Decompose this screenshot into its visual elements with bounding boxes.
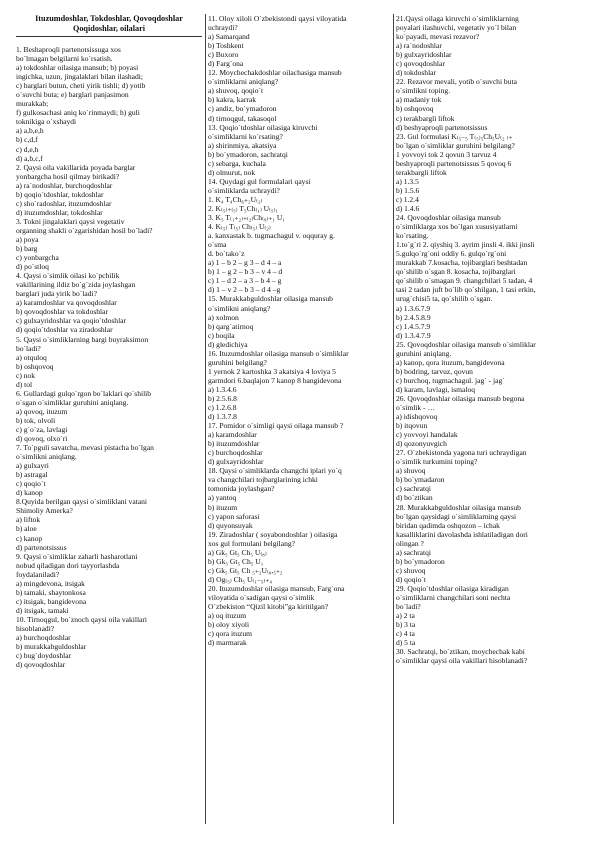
- document-title: [16, 14, 202, 37]
- text-line: 18. Qaysi o`simliklarda changchi iplari yo`q: [208, 466, 342, 476]
- text-line: c) yovvoyi handalak: [396, 430, 458, 440]
- text-line: c) 1 – d 2 – a 3 – b 4 – g: [208, 276, 282, 286]
- text-line: b) oshqovoq: [396, 104, 434, 114]
- column-2: [208, 14, 390, 824]
- text-line: c) sebarga, kuchala: [208, 158, 266, 168]
- text-line: d) tirnoqgul, takasoqol: [208, 113, 277, 123]
- text-line: c) yonbargcha: [16, 253, 59, 263]
- text-line: 29. Qoqio`tdoshlar oilasiga kiradigan: [396, 583, 509, 593]
- text-line: a) yantoq: [208, 493, 237, 503]
- text-line: d) gulxayridoshlar: [208, 457, 264, 467]
- text-line: d) kanop: [16, 488, 43, 498]
- text-line: d) bo`ztikan: [396, 493, 433, 503]
- text-line: 1. Beshaproqli partenotsissuga xos: [16, 45, 121, 54]
- text-line: b) oloy xiyoli: [208, 620, 250, 630]
- text-line: d) qozonyuvgich: [396, 439, 447, 449]
- text-line: b) aloe: [16, 524, 37, 534]
- text-line: b) Gk₅ Gt₅ Ch₅ U₁: [208, 556, 264, 566]
- text-line: a) gulxayri: [16, 461, 49, 471]
- document-page: [16, 14, 584, 834]
- text-line: vakillarining ildiz bo`g`zida joylashgan: [16, 280, 136, 290]
- text-line: a) qovoq, ituzum: [16, 406, 68, 416]
- text-line: c) shuvoq: [396, 565, 426, 575]
- text-line: 25. Qovoqdoshlar oilasiga mansub o`simliklar: [396, 339, 536, 349]
- text-line: d) po`stloq: [16, 262, 49, 272]
- text-line: d) qoqio`t: [396, 574, 426, 584]
- text-line: c) barglari butun, cheti yirik tishli; d) yotib: [16, 81, 146, 91]
- text-line: biridan qadimda oshqozon – ichak: [396, 520, 500, 530]
- text-line: b) oshqovoq: [16, 361, 54, 371]
- text-line: b) bo`ymadaron: [396, 475, 445, 485]
- title-line-1: Ituzumdoshlar, Tokdoshlar, Qovoqdoshlar: [35, 14, 183, 23]
- text-line: d) beshyaproqli partenotsissus: [396, 122, 488, 132]
- text-line: o`simliklar qaysi oila vakillari hisoblanadi?: [396, 656, 528, 666]
- text-line: beshyaproqli partenotsissus 5 qovoq 6: [396, 158, 512, 168]
- text-line: 16. Ituzumdoshlar oilasiga mansub o`simliklar: [208, 348, 349, 358]
- text-line: a) poya: [16, 234, 39, 244]
- text-line: d) 1.4.6: [396, 203, 420, 213]
- text-line: a) a,b,e,h: [16, 126, 44, 136]
- text-line: b) ituzumdoshlar: [208, 439, 260, 449]
- text-line: o`suvchi buta; e) barglari panjasimon: [16, 90, 129, 100]
- text-line: nobud qiladigan dori tayyorlashda: [16, 560, 120, 570]
- text-line: f) gulkosachasi aniq ko`rinmaydi; h) guli: [16, 108, 140, 118]
- text-line: d) itsigak, tamaki: [16, 605, 69, 615]
- text-line: d) 1.3.7.8: [208, 412, 237, 422]
- column-1: [16, 14, 202, 824]
- column-3-text: [396, 14, 584, 665]
- text-line: d) ituzumdoshlar, tokdoshlar: [16, 207, 103, 217]
- text-line: 8.Quyida berilgan qaysi o`simliklani vatani: [16, 497, 147, 507]
- text-line: a) 1.3.4.6: [208, 384, 237, 394]
- text-line: c) qoqio`t: [16, 479, 46, 489]
- text-line: 3. K₅ T₍₁₊₂₎₊₍₂₎Ch₍₉₎₊₁ U₁: [208, 213, 285, 223]
- text-line: c) 1.2.4: [396, 194, 419, 204]
- text-line: va changchilari tojbarglarining ichki: [208, 475, 318, 485]
- text-line: b) kakra, karrak: [208, 95, 256, 105]
- text-line: 1 yernok 2 kartoshka 3 akatsiya 4 loviya 5: [208, 366, 336, 376]
- text-line: c) g`o`za, lavlagi: [16, 424, 68, 434]
- text-line: d. bo`tako`z: [208, 249, 245, 259]
- text-line: d) qoqio`tdoshlar va ziradoshlar: [16, 325, 113, 335]
- column-2-text: [208, 14, 390, 647]
- text-line: guruhini belgilang?: [208, 357, 267, 367]
- text-line: 23. Gul formulasi K₍₅₋₅ T₍₅₎₅Ch₅U₍₂ ₎₊: [396, 131, 513, 141]
- text-line: d) Farg`ona: [208, 59, 244, 69]
- text-line: bo`lmagan belgilarni ko`rsatish.: [16, 54, 113, 64]
- text-line: d) tol: [16, 379, 33, 389]
- text-line: a) xolmon: [208, 312, 239, 322]
- text-line: foydalaniladi?: [16, 569, 60, 579]
- text-line: 11. Oloy xiloli O`zbekistondi qaysi viloyatida: [208, 14, 347, 23]
- text-line: c) sho`radoshlar, ituzumdoshlar: [16, 198, 112, 208]
- text-line: b) bodring, tarvuz, qovun: [396, 366, 473, 376]
- text-line: c) nok: [16, 370, 36, 380]
- text-line: b) Toshkent: [208, 41, 244, 51]
- text-line: o`simlik - …: [396, 403, 435, 413]
- text-line: c) gulxayridoshlar va qoqio`tdoshlar: [16, 316, 127, 326]
- text-line: 27. O`zbekistonda yagona turi uchraydigan: [396, 448, 527, 458]
- text-line: murakkab 7.kosacha, tojibarglari beshtadan: [396, 258, 528, 268]
- text-line: a) karamdoshlar: [208, 430, 257, 440]
- text-line: b) gulxayridoshlar: [396, 50, 452, 60]
- text-line: b) tamaki, shaytonkosa: [16, 587, 86, 597]
- text-line: d) karam, lavlagi, ismaloq: [396, 384, 476, 394]
- text-line: a) idishqovoq: [396, 412, 438, 422]
- text-line: a) otquloq: [16, 352, 47, 362]
- text-line: a) ra`nodoshlar, burchoqdoshlar: [16, 180, 113, 190]
- text-line: O`zbekiston “Qizil kitobi”ga kiritilgan?: [208, 602, 329, 612]
- text-line: c) kanop: [16, 533, 43, 543]
- text-line: 7. To`pguli savatcha, mevasi pistacha bo`lgan: [16, 443, 154, 453]
- text-line: c) burchoq, tugmachagul. jag` - jag`: [396, 375, 505, 385]
- text-line: o`simlikni aniqlang?: [208, 303, 271, 313]
- text-line: viloyatida o`sadigan qaysi o`simlik: [208, 593, 315, 602]
- text-line: kasalliklarini davolashda ishlatiladigan dori: [396, 529, 528, 539]
- text-line: b) astragal: [16, 470, 48, 480]
- text-line: o`sma: [208, 240, 227, 250]
- text-line: b) barg: [16, 244, 38, 254]
- text-line: d) Og₍₅₎ Ch₅ U₍₁₋₅₎₊₄: [208, 574, 272, 584]
- text-line: b) qarg`atirnoq: [208, 321, 254, 331]
- text-line: 5.gulqo`rg`oni oddiy 6. gulqo`rg`oni: [396, 249, 507, 259]
- text-line: 17. Pomidor o`simligi qaysi oilaga mansub ?: [208, 421, 344, 431]
- text-line: 15. Murakkabguldoshlar oilasiga mansub: [208, 294, 333, 304]
- text-line: a) mingdevona, itsigak: [16, 578, 85, 588]
- text-line: a) madaniy tok: [396, 95, 442, 105]
- text-line: 3. Tokni jingalaklari qaysi vegetativ: [16, 216, 125, 226]
- text-line: c) sachratqi: [396, 484, 431, 494]
- text-line: ko`payadi, mevasi rezavor?: [396, 32, 480, 42]
- text-line: d) gledichiya: [208, 339, 248, 349]
- column-divider: [205, 14, 206, 824]
- text-line: d) quyonsuyak: [208, 520, 253, 530]
- text-line: poyalari ilashuvchi, vegetativ yo`l bilan: [396, 23, 517, 33]
- text-line: ingichka, uzun, jingalaklari bilan ilashadi;: [16, 72, 144, 82]
- text-line: c) 1.4.5.7.9: [396, 321, 431, 331]
- text-line: d) marmarak: [208, 638, 247, 648]
- text-line: d) qovoq, olxo`ri: [16, 434, 68, 444]
- text-line: bo`lgan qaysidagi o`simliklarning qaysi: [396, 511, 517, 521]
- column-divider: [393, 14, 394, 824]
- text-line: a) ra`nodoshlar: [396, 41, 442, 51]
- text-line: 22. Rezavor mevali, yotib o`suvchi buta: [396, 77, 517, 87]
- text-line: b) qovoqdoshlar va tokdoshlar: [16, 307, 109, 317]
- column-1-text: [16, 45, 202, 669]
- text-line: garmdori 6.baqlajon 7 kanop 8 bangidevona: [208, 375, 342, 385]
- text-line: o`simlik turkumini toping?: [396, 457, 478, 467]
- text-line: olingan ?: [396, 538, 424, 548]
- text-line: b) 3 ta: [396, 620, 416, 630]
- text-line: terakbargli liftok: [396, 167, 447, 177]
- text-line: a) oq ituzum: [208, 611, 247, 621]
- text-line: tomonida joylashgan?: [208, 484, 275, 494]
- text-line: a) 1.3.6.7.9: [396, 303, 431, 313]
- text-line: uchraydi?: [208, 23, 238, 33]
- text-line: c) itsigak, bangidevona: [16, 596, 87, 606]
- text-line: a) shuvoq, qoqio`t: [208, 86, 264, 96]
- text-line: a) 1.3.5: [396, 176, 419, 186]
- text-line: o`simliklarga xos bo`lgan xususiyatlarni: [396, 222, 518, 232]
- text-line: d) 1 – v 2 – b 3 – d 4 –g: [208, 285, 281, 295]
- text-line: 26. Qovoqdoshlar oilasiga mansub begona: [396, 393, 525, 403]
- text-line: a) burchoqdoshlar: [16, 633, 71, 643]
- text-line: 20. Ituzumdoshlar oilasiga mansub, Farg`ona: [208, 583, 345, 593]
- text-line: o`simliklarda uchraydi?: [208, 185, 280, 195]
- text-line: c) 4 ta: [396, 629, 415, 639]
- text-line: a) 2 ta: [396, 611, 415, 621]
- text-line: o`simliklarni changchilari soni nechta: [396, 593, 511, 602]
- text-line: o`simlikni aniqlang.: [16, 452, 77, 462]
- text-line: tasi 2 tadan juft bo`lib qo`shilgan, 1 tasi erkin,: [396, 285, 536, 295]
- text-line: guruhini aniqlang.: [396, 348, 452, 358]
- text-line: a) 1 – b 2 – g 3 – d 4 – a: [208, 258, 282, 268]
- text-line: a) kanop, qora ituzum, bangidevona: [396, 357, 505, 367]
- text-line: ko`rsating.: [396, 231, 429, 241]
- text-line: c) boqila: [208, 330, 235, 340]
- text-line: a) Gk₅ Gt₅ Ch₅ U₍₈₎: [208, 547, 267, 557]
- text-line: c) 1.2.6.8: [208, 403, 237, 413]
- text-line: b) 2.4.5.8.9: [396, 312, 431, 322]
- text-line: d) 1.3.4.7.9: [396, 330, 431, 340]
- text-line: 2. Qaysi oila vakillarida poyada barglar: [16, 162, 136, 172]
- text-line: a) liftok: [16, 515, 41, 525]
- text-line: hisoblanadi?: [16, 624, 55, 633]
- text-line: 5. Qaysi o`simliklarning bargi buyraksimon: [16, 334, 149, 344]
- text-line: 9. Qaysi o`simliklar zaharli hasharotlani: [16, 551, 138, 561]
- text-line: organning shakli o`zgarishidan hosil bo`ladi?: [16, 225, 153, 235]
- text-line: 13. Qoqio`tdoshlar oilasiga kiruvchi: [208, 122, 318, 132]
- text-line: b) c,d,f: [16, 135, 38, 145]
- text-line: d) 5 ta: [396, 638, 416, 648]
- text-line: c) yapon saforasi: [208, 511, 260, 521]
- text-line: urug`chisi5 ta, qo`shilib o`sgan.: [396, 294, 493, 304]
- text-line: barglari juda yirik bo`ladi?: [16, 289, 97, 299]
- text-line: murakkab;: [16, 99, 49, 109]
- text-line: c) qovoqdoshlar: [396, 59, 445, 69]
- text-line: 10. Tirnoqgul, bo`znoch qaysi oila vakillari: [16, 614, 148, 624]
- text-line: b) 1 – g 2 – b 3 – v 4 – d: [208, 267, 283, 277]
- text-line: b) bo`ymadoron, sachratqi: [208, 149, 288, 159]
- text-line: b) 2.5.6.8: [208, 393, 237, 403]
- text-line: yonbargcha hosil qilmay birikadi?: [16, 171, 120, 181]
- text-line: Shimoliy Amerka?: [16, 506, 73, 516]
- text-line: 19. Ziradoshlar ( soyabondoshlar ) oilasiga: [208, 529, 338, 539]
- text-line: 28. Murakkabguldoshlar oilasiga mansub: [396, 502, 521, 512]
- text-line: c) qora ituzum: [208, 629, 253, 639]
- text-line: a) shirinmiya, akatsiya: [208, 140, 277, 150]
- text-line: c) bug`doydoshlar: [16, 651, 72, 661]
- text-line: d) olmurut, nok: [208, 167, 256, 177]
- text-line: a. kanxastak b. tugmachagul v. oqquray g.: [208, 231, 335, 241]
- text-line: d) qovoqdoshlar: [16, 660, 66, 670]
- text-line: a) sachratqi: [396, 547, 431, 557]
- text-line: 30. Sachratqi, bo`ztikan, moychechak kabi: [396, 647, 525, 657]
- text-line: 4. Qaysi o`simlik oilasi ko`pchilik: [16, 271, 120, 281]
- text-line: b) itqovun: [396, 421, 428, 431]
- text-line: b) murakkabguldoshlar: [16, 642, 87, 652]
- text-line: 21.Qaysi oilaga kiruvchi o`simliklarning: [396, 14, 519, 23]
- text-line: a) Samarqand: [208, 32, 250, 42]
- text-line: b) 1.5.6: [396, 185, 420, 195]
- text-line: bo`lgan o`simliklar guruhini belgilang?: [396, 140, 515, 150]
- text-line: toknikiga o`xshaydi: [16, 117, 77, 127]
- text-line: c) burchoqdoshlar: [208, 448, 263, 458]
- text-line: c) d,e,h: [16, 144, 39, 154]
- text-line: d) a,b,c,f: [16, 153, 43, 163]
- text-line: c) Buxoro: [208, 50, 239, 60]
- text-line: a) shuvoq: [396, 466, 426, 476]
- text-line: qo`shilib o`smagan 9. changchilari 5 tadan, 4: [396, 276, 533, 286]
- text-line: d) partenotsissus: [16, 542, 67, 552]
- text-line: b) tok, olvoli: [16, 415, 56, 425]
- text-line: o`sgan o`simliklar guruhini aniqlang.: [16, 397, 129, 407]
- text-line: qo`shilib o`sgan 8. kosacha, tojibarglari: [396, 267, 516, 277]
- text-line: 1. K₄ T₄Ch₆₊₂U₍₂₎: [208, 194, 263, 204]
- column-3: [396, 14, 584, 824]
- text-line: c) Gk₅ Gt₅ Ch ₅₊₂U₍₀,₅₊₂: [208, 565, 283, 575]
- text-line: xos gul formulani belgilang?: [208, 538, 295, 548]
- text-line: a) tokdoshlar oilasiga mansub; b) poyasi: [16, 63, 139, 73]
- text-line: a) karamdoshlar va qovoqdoshlar: [16, 298, 117, 308]
- text-line: 1.to`g`ri 2. qiyshiq 3. ayrim jinsli 4. ikki jinsli: [396, 240, 535, 250]
- text-line: d) tokdoshlar: [396, 68, 437, 78]
- text-line: 14. Quydagi gul formulalari qaysi: [208, 176, 311, 186]
- text-line: o`simlikni toping.: [396, 86, 451, 96]
- title-line-2: Qoqidoshlar, oilalari: [72, 24, 146, 33]
- text-line: 2. K₍₅₎₊₍₅₎ T₅Ch₍₁₎ U₍₅₎₁: [208, 203, 279, 213]
- text-line: b) ituzum: [208, 502, 238, 512]
- text-line: o`simliklarni ko`rsating?: [208, 131, 283, 141]
- text-line: 4. K₍₅₎ T₍₅₎ Ch₍₅₎ U₍₂₎: [208, 222, 271, 232]
- text-line: bo`ladi?: [16, 343, 41, 353]
- text-line: c) terakbargli liftok: [396, 113, 455, 123]
- text-line: b) bo`ymadoron: [396, 556, 445, 566]
- text-line: bo`ladi?: [396, 602, 421, 612]
- text-line: 24. Qovoqdoshlar oilasiga mansub: [396, 213, 501, 223]
- text-line: o`simliklarni aniqlang?: [208, 77, 279, 87]
- text-line: c) andiz, bo`ymadoron: [208, 104, 277, 114]
- text-line: 6. Gullardagi gulqo`rgon bo`laklari qo`shilib: [16, 388, 152, 398]
- text-line: 12. Moychechakdoshlar oilachasiga mansub: [208, 68, 342, 78]
- text-line: b) qoqio`tdoshlar, tokdoshlar: [16, 189, 104, 199]
- text-line: 1 yovvoyi tok 2 qovun 3 tarvuz 4: [396, 149, 497, 159]
